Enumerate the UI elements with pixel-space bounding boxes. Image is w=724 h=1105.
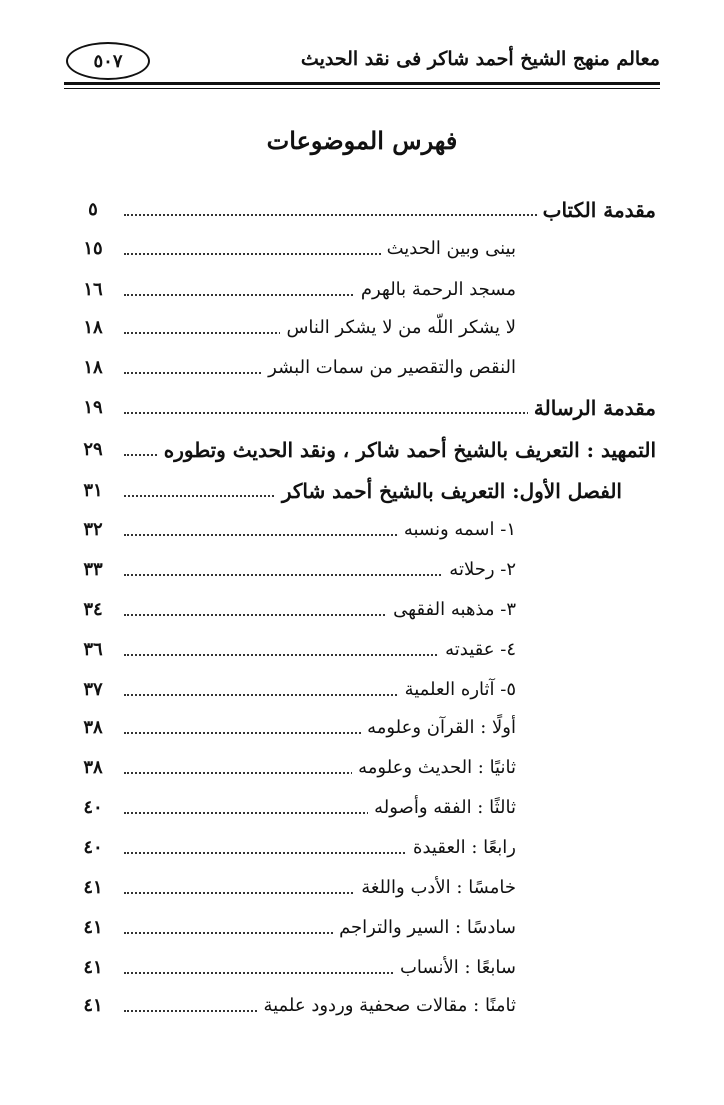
toc-page-number: ١٩ <box>83 397 103 418</box>
toc-label: ١- اسمه ونسبه <box>398 512 516 548</box>
toc-entry-19[interactable] <box>83 950 516 986</box>
toc-page-number: ٣٨ <box>83 757 103 778</box>
toc-entry-8[interactable] <box>83 512 516 548</box>
toc-page-number: ٣٦ <box>83 639 103 660</box>
toc-label: ٣- مذهبه الفقهى <box>387 592 516 628</box>
toc-page-number: ٣١ <box>83 480 103 501</box>
toc-label: النقص والتقصير من سمات البشر <box>262 350 516 386</box>
toc-page-number: ٤١ <box>83 917 103 938</box>
toc-label: لا يشكر اللّه من لا يشكر الناس <box>280 310 516 346</box>
toc-page-number: ٢٩ <box>83 439 103 460</box>
book-title: معالم منهج الشيخ أحمد شاكر فى نقد الحديث <box>300 48 660 70</box>
toc-entry-7[interactable] <box>83 473 622 509</box>
toc-entry-2[interactable] <box>83 272 516 308</box>
toc-entry-0[interactable] <box>90 192 656 228</box>
toc-entry-12[interactable] <box>83 672 516 708</box>
toc-page-number: ٣٢ <box>83 519 103 540</box>
page-title: فهرس الموضوعات <box>266 126 458 155</box>
toc-entry-11[interactable] <box>83 632 516 668</box>
toc-page-number: ٤١ <box>83 995 103 1016</box>
toc-page-number: ١٨ <box>83 357 103 378</box>
toc-entry-15[interactable] <box>83 790 516 826</box>
toc-page-number: ٣٧ <box>83 679 103 700</box>
toc-label: ثامنًا : مقالات صحفية وردود علمية <box>257 988 516 1024</box>
page-number: ٥٠٧ <box>93 50 123 72</box>
toc-entry-5[interactable] <box>83 390 656 426</box>
toc-label: التمهيد : التعريف بالشيخ أحمد شاكر ، ونقد الحديث وتطوره <box>158 432 656 468</box>
toc-page-number: ٤٠ <box>83 837 103 858</box>
toc-label: مقدمة الكتاب <box>537 192 656 228</box>
toc-entry-16[interactable] <box>83 830 516 866</box>
toc-page-number: ١٨ <box>83 317 103 338</box>
page-number-badge <box>66 42 150 80</box>
toc-entry-6[interactable] <box>83 432 656 468</box>
toc-label: ٥- آثاره العلمية <box>399 672 516 708</box>
header-rule-thick <box>64 82 660 85</box>
toc-page-number: ٤١ <box>83 957 103 978</box>
toc-entry-18[interactable] <box>83 910 516 946</box>
toc-label: سادسًا : السير والتراجم <box>333 910 516 946</box>
toc-entry-13[interactable] <box>83 710 516 746</box>
running-header <box>64 38 660 84</box>
toc-label: خامسًا : الأدب واللغة <box>355 870 516 906</box>
toc-label: مقدمة الرسالة <box>528 390 656 426</box>
toc-page-number: ٤٠ <box>83 797 103 818</box>
toc-page-number: ٤١ <box>83 877 103 898</box>
toc-entry-17[interactable] <box>83 870 516 906</box>
toc-entry-1[interactable] <box>83 231 516 267</box>
toc-page-number: ٣٣ <box>83 559 103 580</box>
toc-entry-20[interactable] <box>83 988 516 1024</box>
toc-label: رابعًا : العقيدة <box>407 830 516 866</box>
toc-label: ثانيًا : الحديث وعلومه <box>352 750 516 786</box>
toc-label: ٤- عقيدته <box>439 632 516 668</box>
toc-page-number: ١٦ <box>83 279 103 300</box>
toc-entry-10[interactable] <box>83 592 516 628</box>
toc-label: سابعًا : الأنساب <box>394 950 516 986</box>
toc-entry-4[interactable] <box>83 350 516 386</box>
toc-label: أولًا : القرآن وعلومه <box>361 710 516 746</box>
toc-page-number: ٣٤ <box>83 599 103 620</box>
toc-label: ٢- رحلاته <box>443 552 516 588</box>
toc-page-number: ١٥ <box>83 238 103 259</box>
toc-page-number: ٥ <box>88 199 98 220</box>
toc-label: مسجد الرحمة بالهرم <box>355 272 516 308</box>
toc-label: الفصل الأول: التعريف بالشيخ أحمد شاكر <box>276 473 622 509</box>
toc-entry-14[interactable] <box>83 750 516 786</box>
toc-label: ثالثًا : الفقه وأصوله <box>368 790 516 826</box>
toc-entry-9[interactable] <box>83 552 516 588</box>
toc-label: بينى وبين الحديث <box>381 231 516 267</box>
toc-entry-3[interactable] <box>83 310 516 346</box>
header-rule-thin <box>64 88 660 89</box>
toc-page-number: ٣٨ <box>83 717 103 738</box>
